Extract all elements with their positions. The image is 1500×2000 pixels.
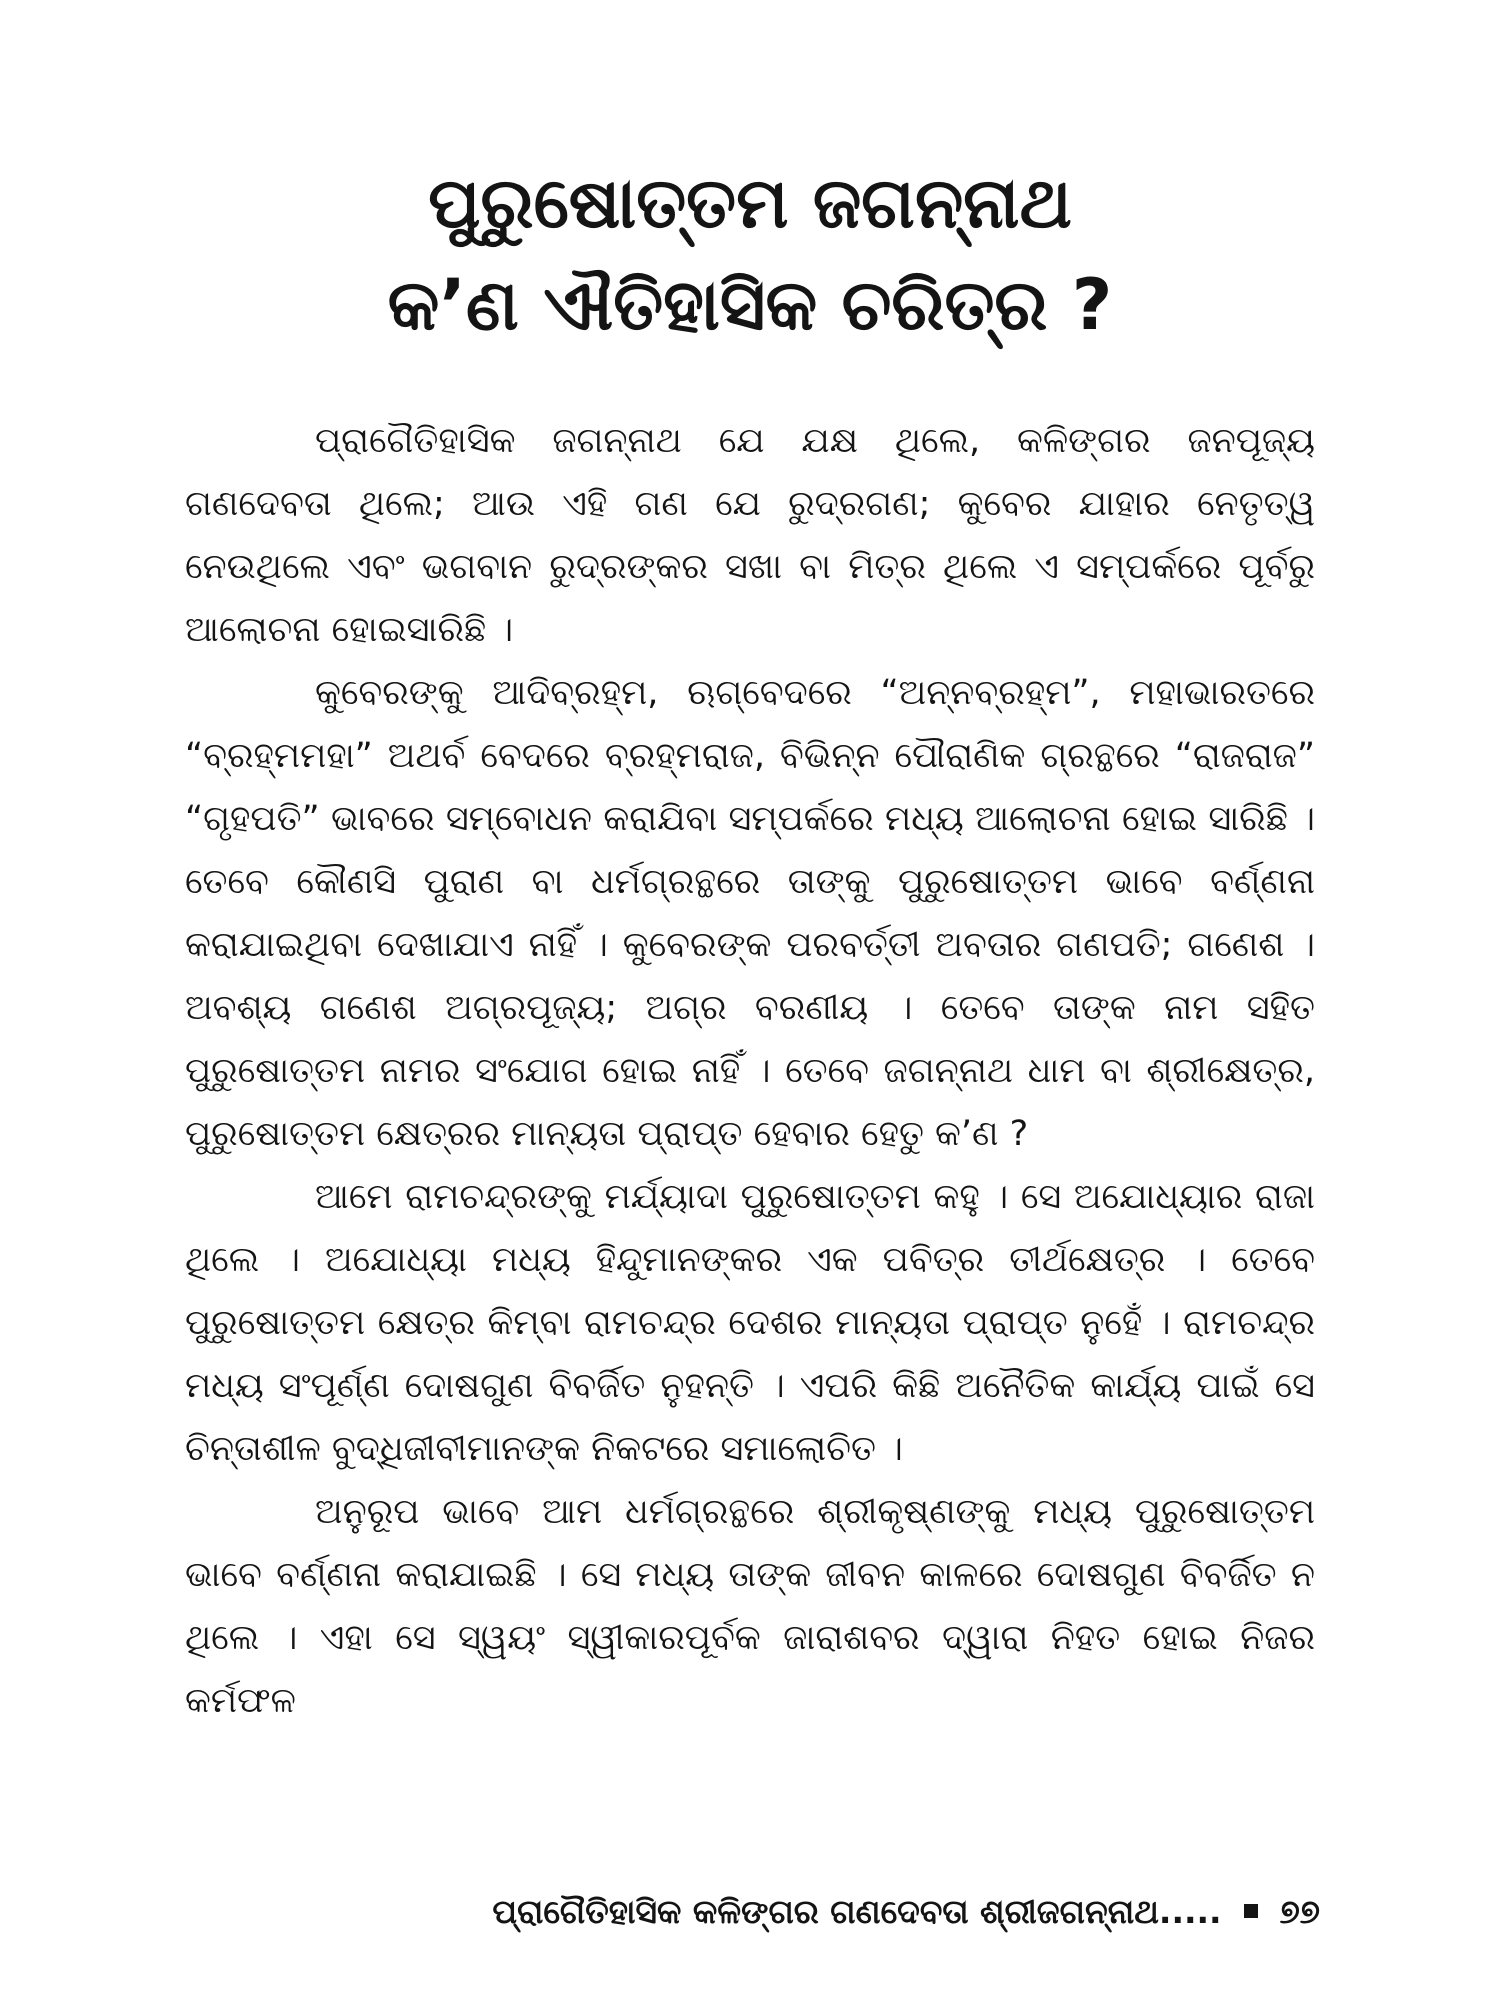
page-number: ୭୭	[1279, 1892, 1320, 1931]
running-title: ପ୍ରାଗୈତିହାସିକ କଳିଙ୍ଗର ଗଣଦେବତା ଶ୍ରୀଜଗନ୍ନାଥ.....	[492, 1892, 1222, 1931]
square-bullet-icon	[1244, 1904, 1258, 1918]
paragraph-4: ଅନୁରୂପ ଭାବେ ଆମ ଧର୍ମଗ୍ରନ୍ଥରେ ଶ୍ରୀକୃଷ୍ଣଙ୍କୁ ମଧ୍ୟ ପୁରୁଷୋତ୍ତମ ଭାବେ ବର୍ଣ୍ଣନା କରାଯାଇଛି । ସେ ମଧ୍ୟ ତାଙ୍କ ଜୀବନ କାଳରେ ଦୋଷଗୁଣ ବିବର୍ଜିତ ନ ଥିଲେ । ଏହା ସେ ସ୍ୱୟଂ ସ୍ୱୀକାରପୂର୍ବକ ଜାରାଶବର ଦ୍ୱାରା ନିହତ ହୋଇ ନିଜର କର୍ମଫଳ	[185, 1492, 1315, 1721]
page-footer	[180, 1892, 1320, 1931]
paragraph-1: ପ୍ରାଗୈତିହାସିକ ଜଗନ୍ନାଥ ଯେ ଯକ୍ଷ ଥିଲେ, କଳିଙ୍ଗର ଜନପୂଜ୍ୟ ଗଣଦେବତା ଥିଲେ; ଆଉ ଏହି ଗଣ ଯେ ରୁଦ୍ରଗଣ; କୁବେର ଯାହାର ନେତୃତ୍ୱ ନେଉଥିଲେ ଏବଂ ଭଗବାନ ରୁଦ୍ରଙ୍କର ସଖା ବା ମିତ୍ର ଥିଲେ ଏ ସମ୍ପର୍କରେ ପୂର୍ବରୁ ଆଲୋଚନା ହୋଇସାରିଛି ।	[185, 421, 1315, 650]
body-text	[185, 410, 1315, 1733]
paragraph-2: କୁବେରଙ୍କୁ ଆଦିବ୍ରହ୍ମ, ଋଗ୍‌ବେଦରେ “ଅନ୍ନବ୍ରହ୍ମ”, ମହାଭାରତରେ “ବ୍ରହ୍ମମହା” ଅଥର୍ବ ବେଦରେ ବ୍ରହ୍ମରାଜ, ବିଭିନ୍ନ ପୌରାଣିକ ଗ୍ରନ୍ଥରେ “ରାଜରାଜ” “ଗୃହପତି” ଭାବରେ ସମ୍ବୋଧନ କରାଯିବା ସମ୍ପର୍କରେ ମଧ୍ୟ ଆଲୋଚନା ହୋଇ ସାରିଛି । ତେବେ କୌଣସି ପୁରାଣ ବା ଧର୍ମଗ୍ରନ୍ଥରେ ତାଙ୍କୁ ପୁରୁଷୋତ୍ତମ ଭାବେ ବର୍ଣ୍ଣନା କରାଯାଇଥିବା ଦେଖାଯାଏ ନାହିଁ । କୁବେରଙ୍କ ପରବର୍ତ୍ତୀ ଅବତାର ଗଣପତି; ଗଣେଶ । ଅବଶ୍ୟ ଗଣେଶ ଅଗ୍ରପୂଜ୍ୟ; ଅଗ୍ର ବରଣୀୟ । ତେବେ ତାଙ୍କ ନାମ ସହିତ ପୁରୁଷୋତ୍ତମ ନାମର ସଂଯୋଗ ହୋଇ ନାହିଁ । ତେବେ ଜଗନ୍ନାଥ ଧାମ ବା ଶ୍ରୀକ୍ଷେତ୍ର, ପୁରୁଷୋତ୍ତମ କ୍ଷେତ୍ରର ମାନ୍ୟତା ପ୍ରାପ୍ତ ହେବାର ହେତୁ କ’ଣ ?	[185, 673, 1315, 1154]
chapter-title-line-1: ପୁରୁଷୋତ୍ତମ ଜଗନ୍ନାଥ	[428, 162, 1072, 244]
paragraph-3: ଆମେ ରାମଚନ୍ଦ୍ରଙ୍କୁ ମର୍ଯ୍ୟାଦା ପୁରୁଷୋତ୍ତମ କହୁ । ସେ ଅଯୋଧ୍ୟାର ରାଜା ଥିଲେ । ଅଯୋଧ୍ୟା ମଧ୍ୟ ହିନ୍ଦୁମାନଙ୍କର ଏକ ପବିତ୍ର ତୀର୍ଥକ୍ଷେତ୍ର । ତେବେ ପୁରୁଷୋତ୍ତମ କ୍ଷେତ୍ର କିମ୍ବା ରାମଚନ୍ଦ୍ର ଦେଶର ମାନ୍ୟତା ପ୍ରାପ୍ତ ନୁହେଁ । ରାମଚନ୍ଦ୍ର ମଧ୍ୟ ସଂପୂର୍ଣ୍ଣ ଦୋଷଗୁଣ ବିବର୍ଜିତ ନୁହନ୍ତି । ଏପରି କିଛି ଅନୈତିକ କାର୍ଯ୍ୟ ପାଇଁ ସେ ଚିନ୍ତାଶୀଳ ବୁଦ୍ଧିଜୀବୀମାନଙ୍କ ନିକଟରେ ସମାଲୋଚିତ ।	[185, 1177, 1315, 1469]
chapter-title-line-2: କ’ଣ ଐତିହାସିକ ଚରିତ୍ର ?	[387, 264, 1113, 346]
